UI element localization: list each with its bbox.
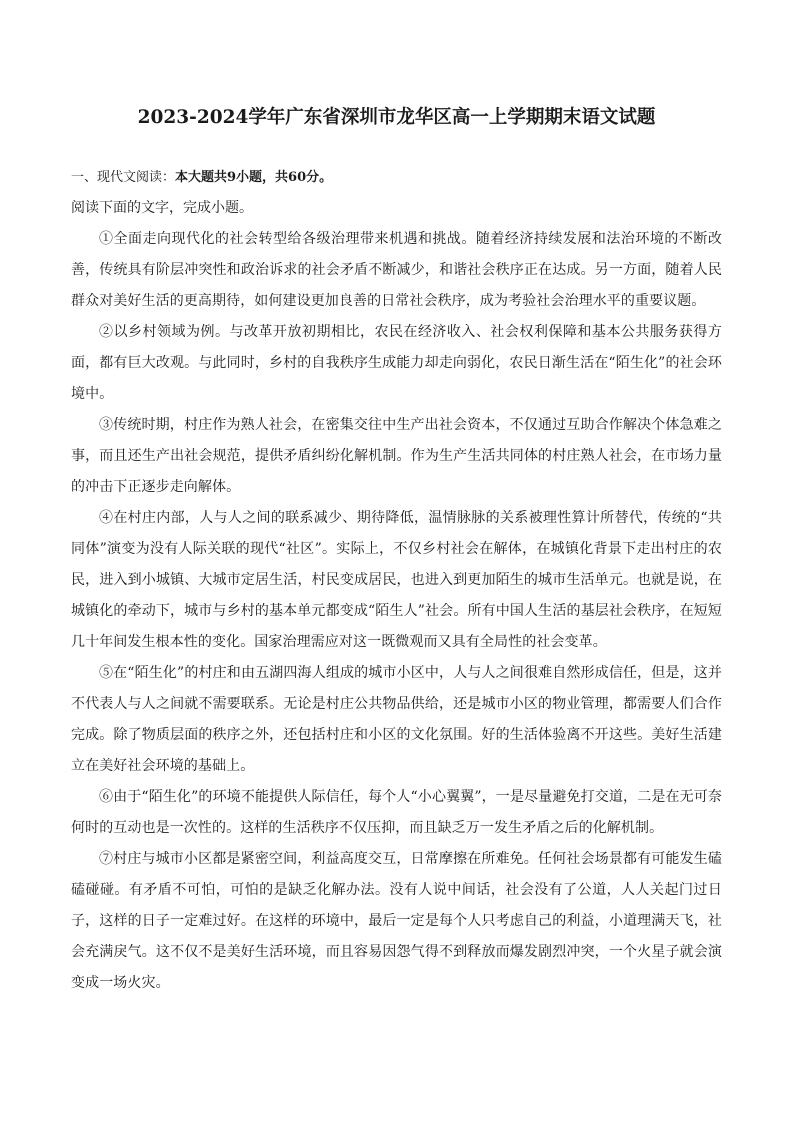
section-heading <box>71 162 722 193</box>
paragraph-2: ②以乡村领域为例。与改革开放初期相比，农民在经济收入、社会权利保障和基本公共服务获得方面，都有巨大改观。与此同时，乡村的自我秩序生成能力却走向弱化，农民日渐生活在“陌生化”的社会环境中。 <box>71 324 722 402</box>
section-heading-prefix: 一、现代文阅读： <box>71 170 176 185</box>
paragraph-5: ⑤在“陌生化”的村庄和由五湖四海人组成的城市小区中，人与人之间很难自然形成信任，但是，这并不代表人与人之间就不需要联系。无论是村庄公共物品供给，还是城市小区的物业管理，都需要人们合作完成。除了物质层面的秩序之外，还包括村庄和小区的文化氛围。好的生活体验离不开这些。美好生活建立在美好社会环境的基础上。 <box>71 665 722 774</box>
paragraph-3: ③传统时期，村庄作为熟人社会，在密集交往中生产出社会资本，不仅通过互助合作解决个体急难之事，而且还生产出社会规范，提供矛盾纠纷化解机制。作为生产生活共同体的村庄熟人社会，在市场力量的冲击下正逐步走向解体。 <box>71 417 722 495</box>
paragraph-7: ⑦村庄与城市小区都是紧密空间，利益高度交互，日常摩擦在所难免。任何社会场景都有可能发生磕磕碰碰。有矛盾不可怕，可怕的是缺乏化解办法。没有人说中间话，社会没有了公道，人人关起门过日子，这样的日子一定难过好。在这样的环境中，最后一定是每个人只考虑自己的利益，小道理满天飞，社会充满戾气。这不仅不是美好生活环境，而且容易因怨气得不到释放而爆发剧烈冲突，一个火星子就会演变成一场火灾。 <box>71 851 722 991</box>
section-heading-detail: 本大题共9小题，共60分。 <box>175 170 333 185</box>
document-title: 2023-2024学年广东省深圳市龙华区高一上学期期末语文试题 <box>137 107 656 128</box>
paragraph-1: ①全面走向现代化的社会转型给各级治理带来机遇和挑战。随着经济持续发展和法治环境的不断改善，传统具有阶层冲突性和政治诉求的社会矛盾不断减少，和谐社会秩序正在达成。另一方面，随着人民群众对美好生活的更高期待，如何建设更加良善的日常社会秩序，成为考验社会治理水平的重要议题。 <box>71 231 722 309</box>
paragraph-4: ④在村庄内部，人与人之间的联系减少、期待降低，温情脉脉的关系被理性算计所替代，传统的“共同体”演变为没有人际关联的现代“社区”。实际上，不仅乡村社会在解体，在城镇化背景下走出村庄的农民，进入到小城镇、大城市定居生活，村民变成居民，也进入到更加陌生的城市生活单元。也就是说，在城镇化的牵动下，城市与乡村的基本单元都变成“陌生人”社会。所有中国人生活的基层社会秩序，在短短几十年间发生根本性的变化。国家治理需应对这一既微观而又具有全局性的社会变革。 <box>71 510 722 650</box>
paragraph-6: ⑥由于“陌生化”的环境不能提供人际信任，每个人“小心翼翼”，一是尽量避免打交道，二是在无可奈何时的互动也是一次性的。这样的生活秩序不仅压抑，而且缺乏万一发生矛盾之后的化解机制。 <box>71 789 722 836</box>
reading-instruction: 阅读下面的文字，完成小题。 <box>71 200 253 216</box>
